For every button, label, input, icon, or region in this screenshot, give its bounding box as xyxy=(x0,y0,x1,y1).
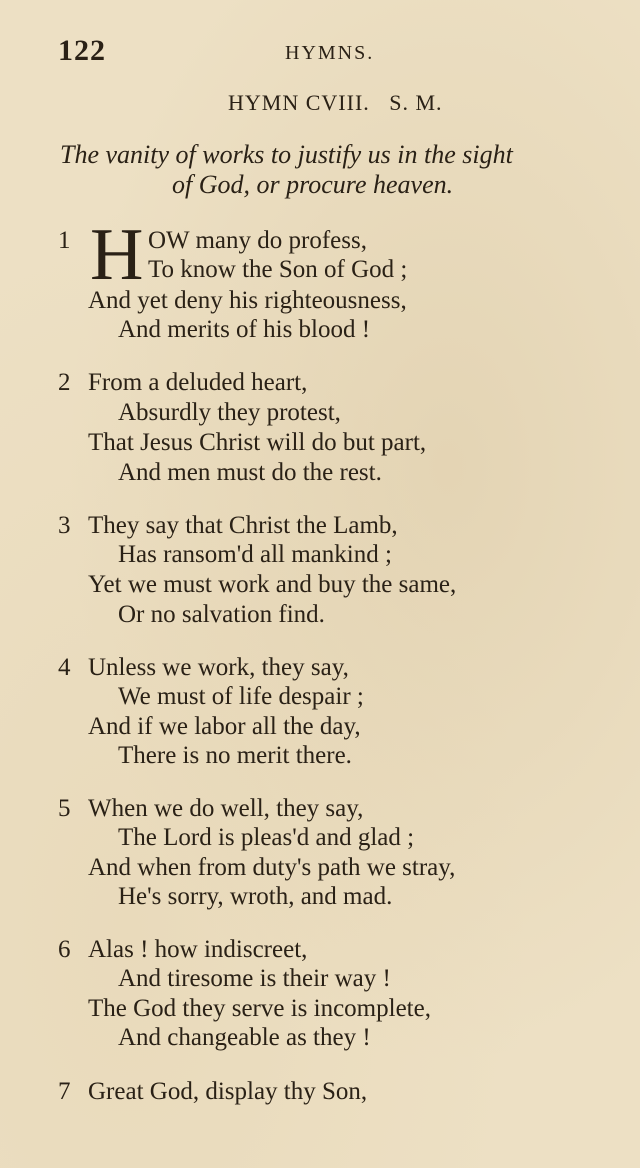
verse-line: And if we labor all the day, xyxy=(88,713,361,740)
hymn-title: HYMN CVIII. S. M. xyxy=(228,90,443,115)
verse-line: Yet we must work and buy the same, xyxy=(88,571,457,598)
verse-line: When we do well, they say, xyxy=(88,795,364,822)
verse-line: Or no salvation find. xyxy=(118,601,325,628)
verse-line: Has ransom'd all mankind ; xyxy=(118,541,392,568)
stanza-number: 7 xyxy=(58,1078,71,1105)
page-number: 122 xyxy=(58,34,106,67)
verse-line: To know the Son of God ; xyxy=(148,256,408,283)
hymn-subtitle-line-2: of God, or procure heaven. xyxy=(172,170,454,199)
verse-line: From a deluded heart, xyxy=(88,369,308,396)
stanza-number: 6 xyxy=(58,936,71,963)
verse-line: And men must do the rest. xyxy=(118,459,382,486)
verse-line: OW many do profess, xyxy=(148,227,367,254)
stanza-number: 1 xyxy=(58,227,71,254)
verse-line: He's sorry, wroth, and mad. xyxy=(118,883,393,910)
drop-cap: H xyxy=(90,214,144,296)
verse-line: And when from duty's path we stray, xyxy=(88,854,456,881)
verse-line: They say that Christ the Lamb, xyxy=(88,512,398,539)
verse-line: Great God, display thy Son, xyxy=(88,1078,368,1105)
stanza-number: 2 xyxy=(58,369,71,396)
verse-line: And yet deny his righteousness, xyxy=(88,287,407,314)
verse-line: The God they serve is incomplete, xyxy=(88,995,431,1022)
hymn-subtitle-line-1: The vanity of works to justify us in the sight xyxy=(60,140,513,169)
verse-line: And merits of his blood ! xyxy=(118,316,371,343)
running-title: HYMNS. xyxy=(285,42,375,64)
verse-line: Alas ! how indiscreet, xyxy=(88,936,308,963)
stanza-number: 5 xyxy=(58,795,71,822)
verse-line: And tiresome is their way ! xyxy=(118,965,391,992)
verse-line: That Jesus Christ will do but part, xyxy=(88,429,427,456)
verse-line: Unless we work, they say, xyxy=(88,654,349,681)
verse-line: We must of life despair ; xyxy=(118,683,364,710)
verse-line: And changeable as they ! xyxy=(118,1024,371,1051)
stanza-number: 4 xyxy=(58,654,71,681)
verse-line: The Lord is pleas'd and glad ; xyxy=(118,824,415,851)
verse-line: Absurdly they protest, xyxy=(118,399,341,426)
stanza-number: 3 xyxy=(58,512,71,539)
verse-line: There is no merit there. xyxy=(118,742,352,769)
